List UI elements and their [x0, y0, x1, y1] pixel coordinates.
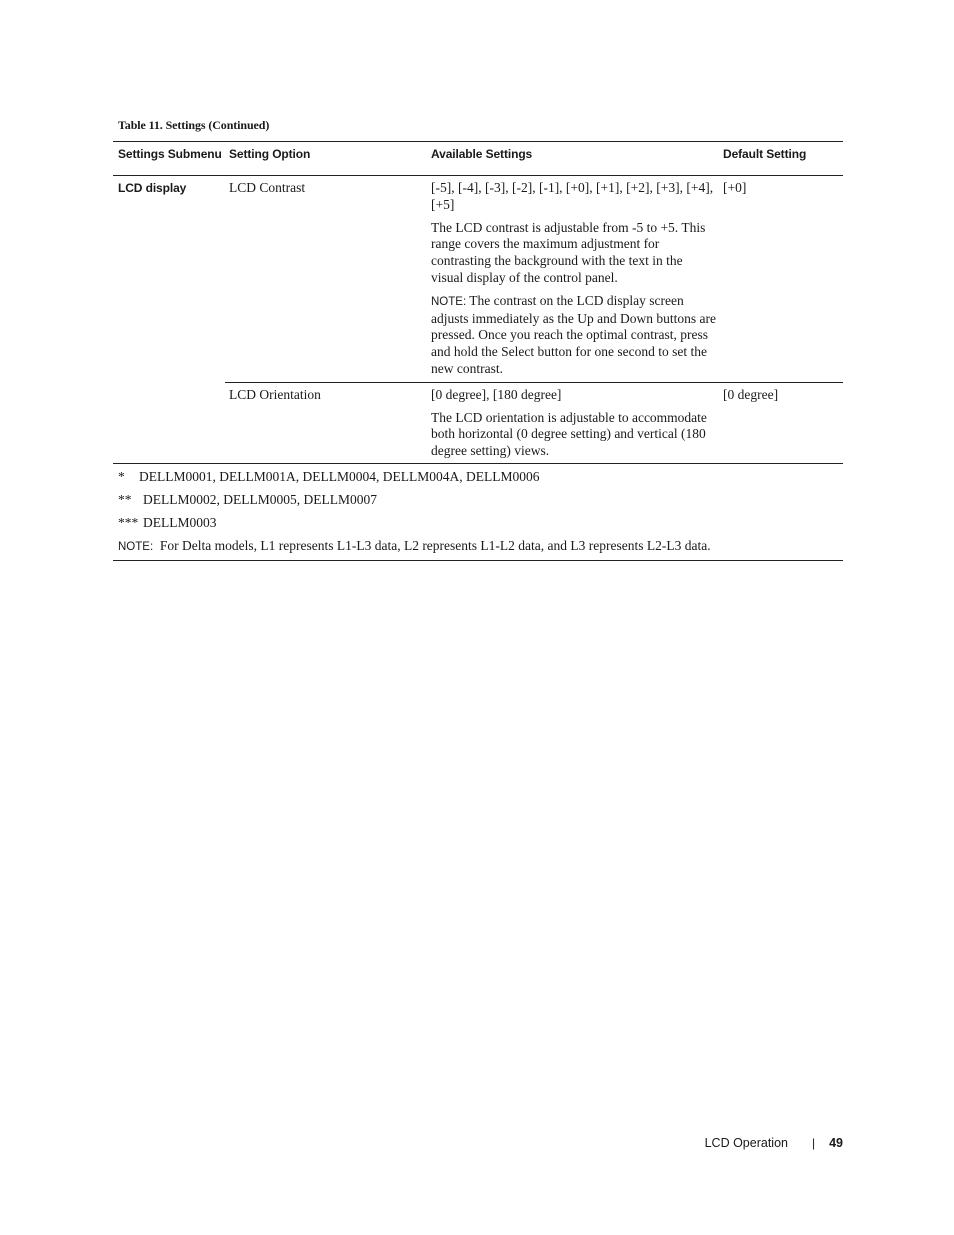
submenu-cell: LCD display [118, 181, 187, 195]
option-cell: LCD Orientation [229, 386, 321, 402]
note-text: The contrast on the LCD display screen adjusts immediately as the Up and Down buttons are pressed. Once you reach the optimal contrast, press and hold the Select button for one second to set the new contrast. [431, 292, 716, 376]
values-text: [0 degree], [180 degree] [431, 386, 562, 402]
table-row [113, 176, 843, 382]
available-settings-cell [426, 180, 718, 378]
default-cell: [+0] [723, 180, 747, 195]
footer-separator: | [811, 1136, 816, 1150]
header-settings-submenu: Settings Submenu [118, 147, 222, 161]
note-label: NOTE: [118, 540, 154, 553]
table-caption: Table 11. Settings (Continued) [118, 118, 270, 132]
header-setting-option: Setting Option [229, 147, 311, 161]
submenu-cell-empty [113, 387, 224, 460]
description-text: The LCD orientation is adjustable to accommodate both horizontal (0 degree setting) and vertical (180 degree setting) views. [431, 409, 707, 459]
default-cell: [0 degree] [723, 386, 779, 402]
note-text: For Delta models, L1 represents L1-L3 data, L2 represents L1-L2 data, and L3 represents L2-L3 data. [159, 537, 711, 553]
description-text: The LCD contrast is adjustable from -5 to +5. This range covers the maximum adjustment for contrasting the background with the text in the visual display of the control panel. [431, 219, 706, 285]
settings-table [113, 141, 843, 561]
page-number: 49 [829, 1136, 843, 1150]
table-row [113, 383, 843, 463]
table-bottom-rule [113, 560, 843, 561]
header-available-settings: Available Settings [431, 147, 533, 161]
option-cell: LCD Contrast [229, 180, 306, 195]
values-text: [-5], [-4], [-3], [-2], [-1], [+0], [+1], [+2], [+3], [+4], [+5] [431, 180, 714, 212]
note-paragraph [431, 293, 718, 378]
table-note [113, 537, 843, 556]
footer-section-title: LCD Operation [704, 1136, 788, 1150]
note-label: NOTE: [431, 295, 467, 308]
footnote: * DELLM0001, DELLM001A, DELLM0004, DELLM004A, DELLM0006 [118, 468, 540, 484]
footnote: *** DELLM0003 [118, 514, 217, 530]
footnote: ** DELLM0002, DELLM0005, DELLM0007 [118, 491, 377, 507]
page-footer [600, 1136, 843, 1150]
table-header-row [113, 142, 843, 175]
available-settings-cell [426, 387, 718, 460]
header-default-setting: Default Setting [723, 147, 807, 161]
table-footnotes [113, 464, 843, 556]
